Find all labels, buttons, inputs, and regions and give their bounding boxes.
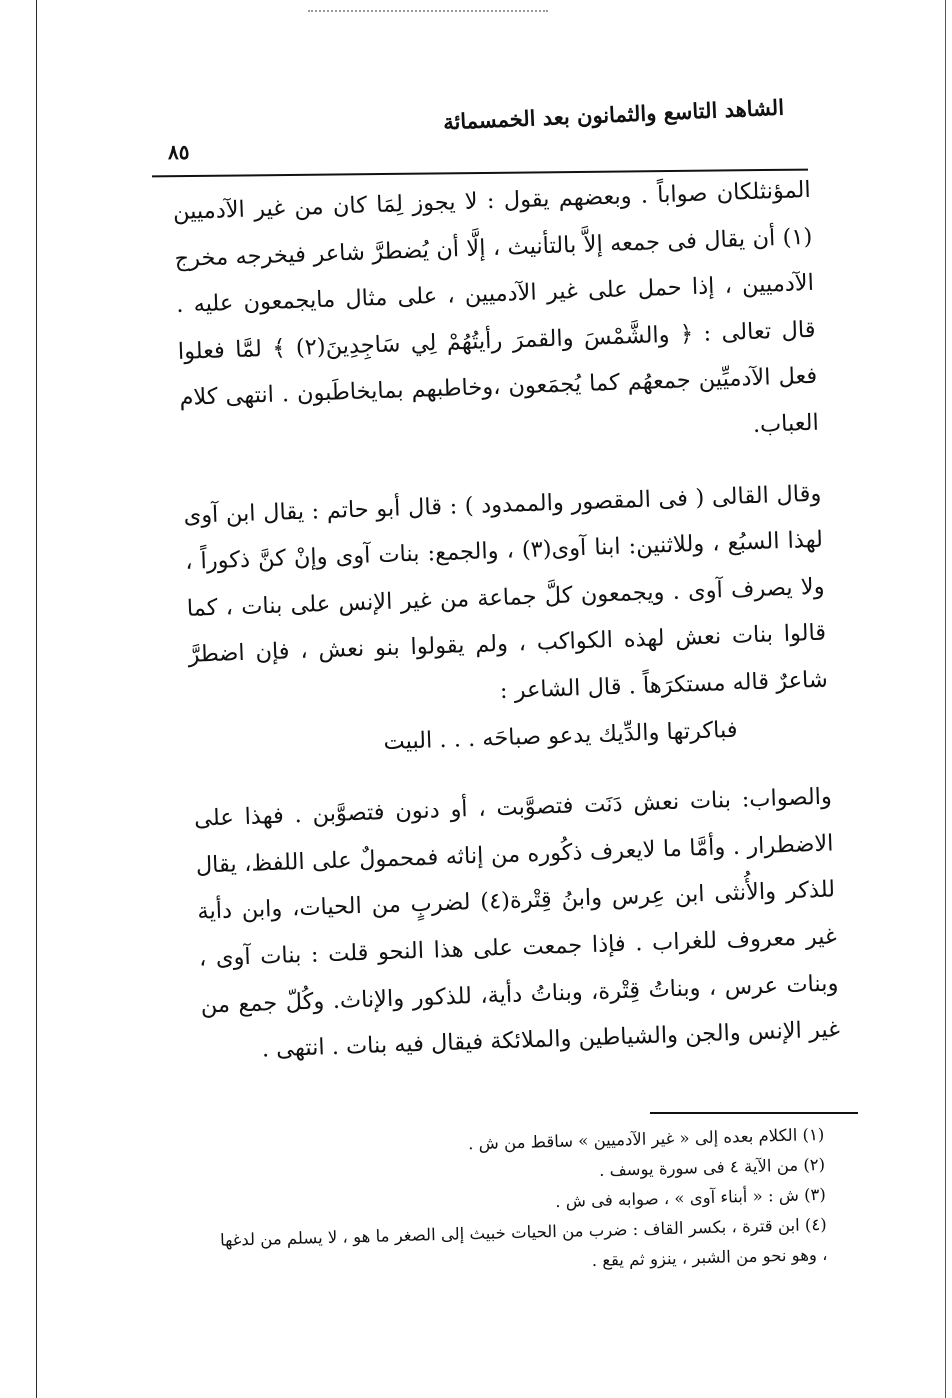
paragraph-2: وقال القالى ( فى المقصور والممدود ) : قال أبو حاتم : يقال ابن آوى لهذا السبُع ، وللاثنين: ابنا آوى(٣) ، والجمع: بنات آوى وإنْ كنَّ ذكوراً ، ولا يصرف آوى . ويجمعون كلَّ جماعة من غير الإنس على بنات ، كما قالوا بنات نعش لهذه الكواكب ، ولم يقولوا بنو نعش ، فإن اضطرَّ شاعرٌ قاله مستكرَهاً . قال الشاعر :	[183, 480, 829, 704]
running-title: الشاهد التاسع والثمانون بعد الخمسمائة	[442, 94, 785, 135]
paragraph-3: والصواب: بنات نعش دَنَت فتصوَّبت ، أو دنون فتصوَّبن . فهذا على الاضطرار . وأمَّا ما لايعرف ذكُوره من إناثه فمحمولٌ على اللفظ، يقال للذكر والأُنثى ابن عِرس وابنُ قِتْرة(٤) لضربٍ من الحيات، وابن دأية غير معروف للغراب . فإذا جمعت على هذا النحو قلت : بنات آوى ، وبنات عرس ، وبناتُ قِتْرة، وبناتُ دأية، للذكور والإناث. وكُلّ جمع من غير الإنس والجن والشياطين والملائكة فيقال فيه بنات . انتهى .	[193, 783, 841, 1063]
footnote-2: (٢) من الآية ٤ فى سورة يوسف .	[598, 1154, 826, 1180]
scan-left-edge	[36, 0, 37, 1398]
footnotes	[208, 1120, 828, 1286]
main-text	[172, 167, 841, 1075]
scan-right-edge	[945, 0, 946, 1398]
footnote-4: (٤) ابن قترة ، بكسر القاف : ضرب من الحيات خبيث إلى الصغر ما هو ، لا يسلم من لدغها ، وهو نحو من الشبر ، ينزو ثم يقع .	[219, 1214, 828, 1271]
footnote-1: (١) الكلام بعده إلى « غير الآدميين » ساقط من ش .	[467, 1124, 825, 1154]
footnote-rule	[650, 1112, 858, 1114]
top-dotted-line	[308, 10, 548, 12]
paragraph-1: المؤنثلكان صواباً . وبعضهم يقول : لا يجوز لِمَا كان من غير الآدميين (١) أن يقال فى جمعه إلاَّ بالتأنيث ، إلَّا أن يُضطرَّ شاعر فيخرجه مخرج الآدميين ، إذا حمل على غير الآدميين ، على مثال مايجمعون عليه . قال تعالى : ﴿ والشَّمْسَ والقمرَ رأيتُهُمْ لِي سَاجِدِينَ(٢) ﴾ لمَّا فعلوا فعل الآدميِّين جمعهُم كما يُجمَعون ،وخاطبهم بمايخاطَبون . انتهى كلام العباب.	[172, 176, 820, 438]
page-number: ٨٥	[168, 140, 190, 164]
footnote-3: (٣) ش : « أبناء آوى » ، صوابه فى ش .	[555, 1184, 827, 1211]
poetry-verse: فباكرتها والدِّيك يدعو صباحَه . . . البيت	[383, 716, 738, 755]
